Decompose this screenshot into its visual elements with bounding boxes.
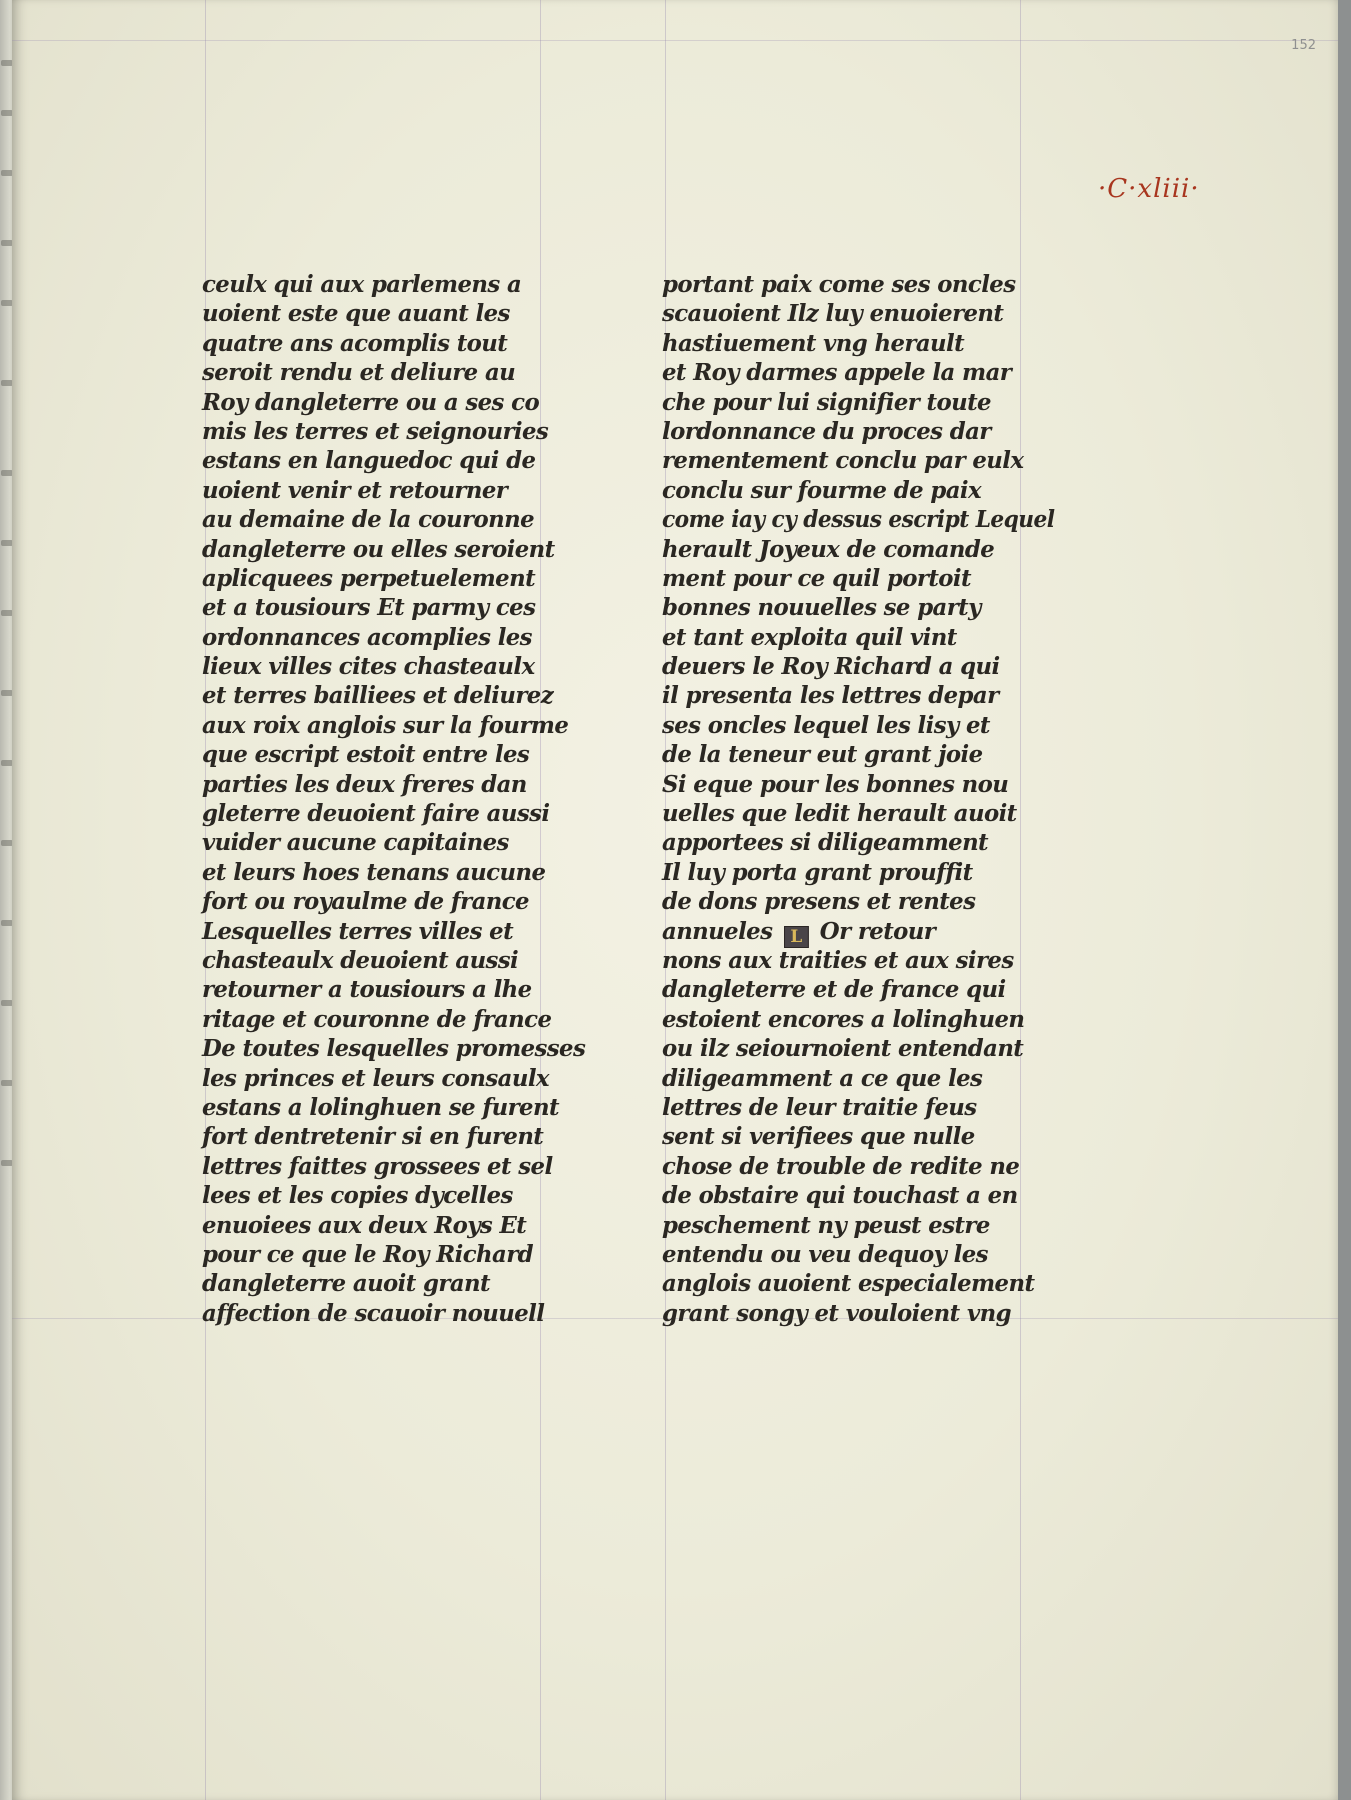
- text-line: que escript estoit entre les: [202, 741, 530, 769]
- text-line: uoient venir et retourner: [202, 476, 508, 504]
- text-line: enuoiees aux deux Roys Et: [202, 1211, 527, 1239]
- decorated-initial: L: [784, 926, 809, 948]
- text-line: lettres faittes grossees et sel: [202, 1152, 553, 1180]
- text-line: Si eque pour les bonnes nou: [662, 770, 1009, 798]
- text-line: dangleterre auoit grant: [202, 1270, 490, 1298]
- text-line: retourner a tousiours a lhe: [202, 976, 532, 1004]
- text-line: Lesquelles terres villes et: [202, 917, 514, 945]
- text-line: [662, 917, 1054, 946]
- text-line-after-initial: Or retour: [819, 917, 936, 945]
- text-line: les princes et leurs consaulx: [202, 1064, 549, 1092]
- text-line: apportees si diligeamment: [662, 829, 989, 857]
- text-line: uelles que ledit herault auoit: [662, 800, 1017, 828]
- text-line: dangleterre et de france qui: [662, 976, 1006, 1004]
- text-line: aux roix anglois sur la fourme: [202, 711, 569, 739]
- text-line: quatre ans acomplis tout: [202, 329, 508, 357]
- text-line: entendu ou veu dequoy les: [662, 1240, 988, 1268]
- text-line: bonnes nouuelles se party: [662, 594, 981, 622]
- text-line: et Roy darmes appele la mar: [662, 359, 1012, 387]
- text-line: conclu sur fourme de paix: [662, 476, 981, 504]
- text-line: il presenta les lettres depar: [662, 682, 999, 710]
- text-line: peschement ny peust estre: [662, 1211, 990, 1239]
- text-line: Roy dangleterre ou a ses co: [202, 388, 540, 416]
- text-line: vuider aucune capitaines: [202, 829, 509, 857]
- ruling-line: [12, 40, 1338, 41]
- text-line: dangleterre ou elles seroient: [202, 535, 555, 563]
- text-line: estans en languedoc qui de: [202, 447, 536, 475]
- text-line: rementement conclu par eulx: [662, 447, 1024, 475]
- text-line: et tant exploita quil vint: [662, 623, 957, 651]
- text-line-before-initial: annueles: [662, 917, 773, 945]
- text-line: Il luy porta grant prouffit: [662, 858, 973, 886]
- text-line: estoient encores a lolinghuen: [662, 1005, 1025, 1033]
- text-line: ordonnances acomplies les: [202, 623, 532, 651]
- manuscript-page: [12, 0, 1338, 1800]
- text-line: de dons presens et rentes: [662, 888, 976, 916]
- text-line: fort ou royaulme de france: [202, 888, 529, 916]
- text-line: De toutes lesquelles promesses: [202, 1035, 586, 1063]
- text-line: pour ce que le Roy Richard: [202, 1240, 533, 1268]
- text-line: chose de trouble de redite ne: [662, 1152, 1020, 1180]
- text-line: parties les deux freres dan: [202, 770, 527, 798]
- text-line: sent si verifiees que nulle: [662, 1123, 975, 1151]
- text-line: deuers le Roy Richard a qui: [662, 653, 1000, 681]
- folio-number: 152: [1291, 38, 1316, 53]
- text-line: et a tousiours Et parmy ces: [202, 594, 536, 622]
- text-line: come iay cy dessus escript Lequel: [662, 506, 1055, 534]
- text-column-right: [662, 270, 1057, 1328]
- text-line: chasteaulx deuoient aussi: [202, 946, 519, 974]
- text-line: ou ilz seiournoient entendant: [662, 1035, 1024, 1063]
- chapter-rubric: ·C·xliii·: [1098, 174, 1200, 204]
- text-line: che pour lui signifier toute: [662, 388, 991, 416]
- text-line: anglois auoient especialement: [662, 1270, 1035, 1298]
- text-line: de obstaire qui touchast a en: [662, 1182, 1018, 1210]
- text-line: et terres bailliees et deliurez: [202, 682, 554, 710]
- text-line: seroit rendu et deliure au: [202, 359, 516, 387]
- text-line: et leurs hoes tenans aucune: [202, 858, 546, 886]
- text-line: portant paix come ses oncles: [662, 271, 1016, 298]
- text-line: ceulx qui aux parlemens a: [202, 271, 522, 298]
- text-line: ses oncles lequel les lisy et: [662, 711, 990, 739]
- text-line: ritage et couronne de france: [202, 1005, 552, 1033]
- text-line: au demaine de la couronne: [202, 506, 534, 534]
- text-line: de la teneur eut grant joie: [662, 741, 983, 769]
- text-line: diligeamment a ce que les: [662, 1064, 983, 1092]
- text-line: uoient este que auant les: [202, 300, 510, 328]
- text-line: lettres de leur traitie feus: [662, 1093, 977, 1121]
- text-line: affection de scauoir nouuell: [202, 1299, 545, 1327]
- text-column-left: [202, 270, 597, 1328]
- text-line: hastiuement vng herault: [662, 329, 965, 357]
- text-line: lieux villes cites chasteaulx: [202, 653, 535, 681]
- text-line: lees et les copies dycelles: [202, 1182, 513, 1210]
- text-line: mis les terres et seignouries: [202, 417, 549, 445]
- text-line: grant songy et vouloient vng: [662, 1299, 1011, 1327]
- text-line: nons aux traities et aux sires: [662, 946, 1014, 974]
- text-line: lordonnance du proces dar: [662, 417, 991, 445]
- text-line: estans a lolinghuen se furent: [202, 1093, 559, 1121]
- text-line: fort dentretenir si en furent: [202, 1123, 544, 1151]
- text-line: herault Joyeux de comande: [662, 535, 995, 563]
- text-line: ment pour ce quil portoit: [662, 564, 971, 592]
- text-line: scauoient Ilz luy enuoierent: [662, 300, 1004, 328]
- text-line: gleterre deuoient faire aussi: [202, 800, 550, 828]
- text-line: aplicquees perpetuelement: [202, 564, 536, 592]
